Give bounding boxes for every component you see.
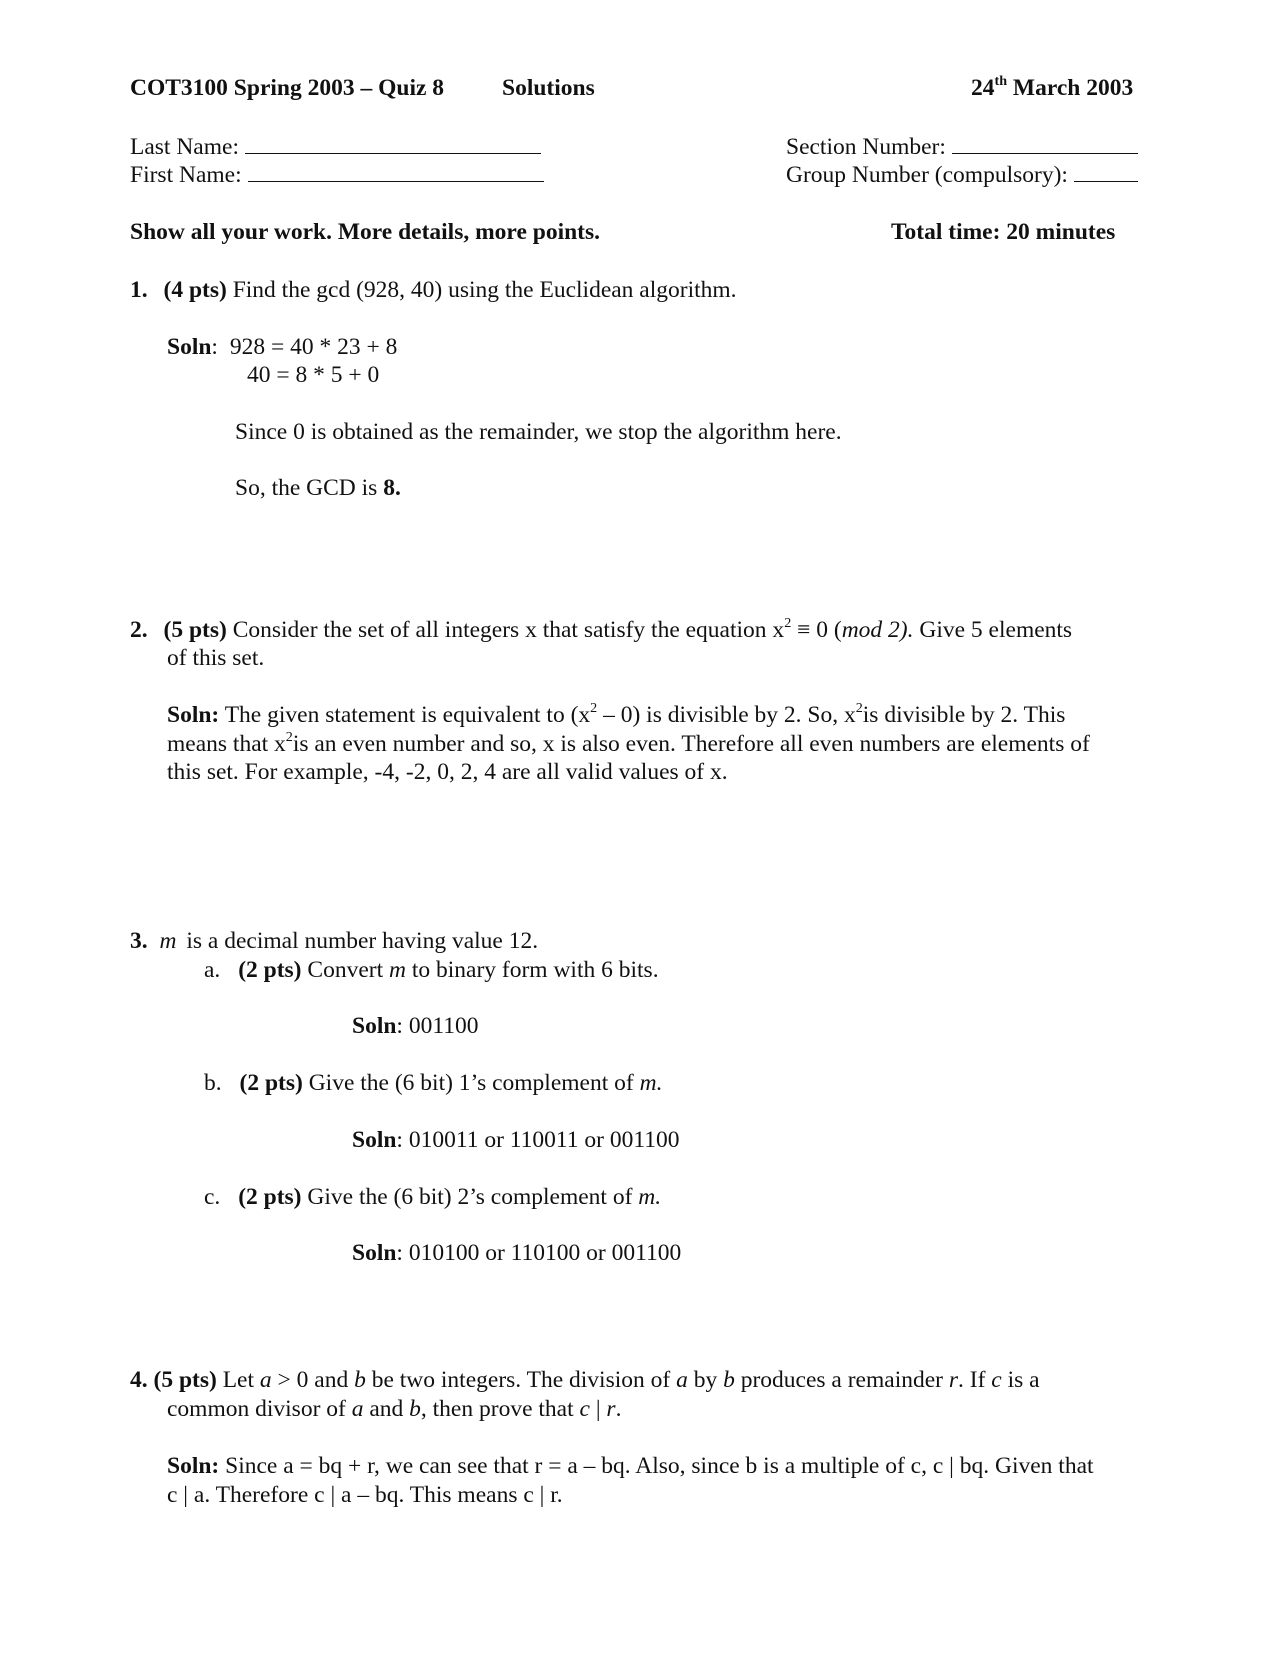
first-name-field: [130, 161, 544, 189]
q1-soln-colon: :: [211, 334, 218, 360]
q1-prompt: [130, 276, 737, 304]
q4-number-points: 4. (5 pts): [130, 1367, 217, 1393]
q2-points: (5 pts): [163, 617, 227, 643]
q3c-soln-value: : 010100 or 110100 or 001100: [396, 1240, 682, 1266]
group-number-label: Group Number (compulsory):: [786, 162, 1068, 188]
q4-var-c: c: [991, 1367, 1002, 1393]
q3c-label: c.: [204, 1184, 221, 1210]
q1-gcd-text: So, the GCD is: [235, 475, 378, 501]
q3b-text-pre: Give the (6 bit) 1’s complement of: [308, 1070, 634, 1096]
q4-soln-line2: c | a. Therefore c | a – bq. This means c | r.: [167, 1482, 563, 1508]
q3a-label: a.: [204, 957, 221, 983]
q4-line2-bar: |: [595, 1396, 601, 1422]
section-number-label: Section Number:: [786, 134, 946, 160]
q2-soln-e: is an even number and so, x is also even. Therefore all even numbers are elements of: [292, 731, 1090, 757]
section-number-blank[interactable]: [952, 152, 1138, 154]
q4-var-a2: a: [676, 1367, 688, 1393]
q2-soln-line3: this set. For example, -4, -2, 0, 2, 4 are all valid values of x.: [167, 759, 728, 785]
first-name-label: First Name:: [130, 162, 242, 188]
q4-soln-label: Soln:: [167, 1453, 220, 1479]
q1-points: (4 pts): [163, 277, 227, 303]
date-day: 24: [971, 75, 995, 101]
q3-text: is a decimal number having value 12.: [186, 928, 539, 954]
q4-soln-line1: [167, 1452, 1094, 1480]
last-name-field: [130, 133, 541, 161]
last-name-label: Last Name:: [130, 134, 239, 160]
q2-prompt-line2: of this set.: [167, 645, 265, 671]
q3b-soln-label: Soln: [352, 1127, 397, 1153]
q4-t4: by: [693, 1367, 718, 1393]
q2-soln-line1: [167, 701, 1065, 729]
q2-number: 2.: [130, 617, 148, 643]
q1-eq2: 40 = 8 * 5 + 0: [247, 362, 380, 388]
q3c-points: (2 pts): [238, 1184, 302, 1210]
q2-mod: mod 2).: [841, 617, 914, 643]
q3c-prompt: [204, 1183, 661, 1211]
q1-number: 1.: [130, 277, 148, 303]
q4-t7: is a: [1007, 1367, 1040, 1393]
q4-t2: > 0 and: [277, 1367, 349, 1393]
q4-line2-pre: common divisor of: [167, 1396, 346, 1422]
q3b-var: m.: [639, 1070, 663, 1096]
q3a-soln: [352, 1012, 478, 1040]
q4-t1: Let: [222, 1367, 255, 1393]
q3a-prompt: [204, 956, 659, 984]
q1-text: Find the gcd (928, 40) using the Euclidean algorithm.: [232, 277, 737, 303]
q2-text-a: Consider the set of all integers x that satisfy the equation x: [232, 617, 785, 643]
q3a-var: m: [388, 957, 406, 983]
q4-var-a: a: [259, 1367, 272, 1393]
q3-number: 3.: [130, 928, 148, 954]
q2-soln-b: – 0) is divisible by 2. So, x: [603, 702, 856, 728]
q3b-prompt: [204, 1069, 662, 1097]
date-rest: March 2003: [1012, 75, 1134, 101]
q2-soln-c: is divisible by 2. This: [862, 702, 1066, 728]
q3c-soln-label: Soln: [352, 1240, 397, 1266]
group-number-blank[interactable]: [1074, 180, 1138, 182]
q1-soln-line1: [167, 333, 397, 361]
q3a-points: (2 pts): [238, 957, 302, 983]
q2-text-c: Give 5 elements: [919, 617, 1073, 643]
q2-soln-a: The given statement is equivalent to (x: [224, 702, 591, 728]
q1-para2: [235, 474, 401, 502]
instructions: Show all your work. More details, more points.: [130, 219, 601, 245]
q4-line2-mid: , then prove that: [420, 1396, 574, 1422]
q2-soln-d: means that x: [167, 731, 286, 757]
q3a-text-post: to binary form with 6 bits.: [411, 957, 659, 983]
q4-prompt-line2: [167, 1395, 621, 1423]
last-name-blank[interactable]: [245, 152, 541, 154]
q3b-soln: [352, 1126, 680, 1154]
q4-var-b3: b: [409, 1396, 421, 1422]
q4-soln-text1: Since a = bq + r, we can see that r = a – bq. Also, since b is a multiple of c, c | bq. Given that: [225, 1453, 1094, 1479]
q3c-soln: [352, 1239, 681, 1267]
q3a-soln-value: : 001100: [396, 1013, 479, 1039]
q4-t3: be two integers. The division of: [371, 1367, 671, 1393]
q4-var-r: r: [948, 1367, 959, 1393]
q4-t5: produces a remainder: [740, 1367, 943, 1393]
total-time: Total time: 20 minutes: [891, 219, 1116, 245]
q3b-soln-value: : 010011 or 110011 or 001100: [396, 1127, 680, 1153]
q2-soln-line2: [167, 730, 1090, 758]
q4-var-r2: r: [606, 1396, 616, 1422]
q4-line2-end: .: [615, 1396, 622, 1422]
q3b-points: (2 pts): [239, 1070, 303, 1096]
q2-soln-sup1: 2: [590, 700, 598, 717]
q1-soln-label: Soln: [167, 334, 212, 360]
q3-var: m: [159, 928, 177, 954]
q3-prompt: [130, 927, 538, 955]
q3c-text-pre: Give the (6 bit) 2’s complement of: [307, 1184, 633, 1210]
q4-var-b: b: [354, 1367, 366, 1393]
q4-var-a3: a: [351, 1396, 364, 1422]
q1-eq1: 928 = 40 * 23 + 8: [229, 334, 398, 360]
q4-t6: . If: [958, 1367, 986, 1393]
quiz-date: [971, 74, 1133, 102]
q2-text-b: ≡ 0 (: [797, 617, 842, 643]
q2-prompt-line1: [130, 616, 1072, 644]
q4-var-b2: b: [723, 1367, 735, 1393]
q4-line2-and: and: [369, 1396, 404, 1422]
first-name-blank[interactable]: [248, 180, 544, 182]
q3a-soln-label: Soln: [352, 1013, 397, 1039]
q4-var-c2: c: [579, 1396, 590, 1422]
q2-soln-label: Soln:: [167, 702, 220, 728]
q3c-var: m.: [638, 1184, 662, 1210]
group-number-field: [786, 161, 1138, 189]
q4-prompt-line1: [130, 1366, 1040, 1394]
q2-soln-sup3: 2: [285, 729, 293, 746]
q3b-label: b.: [204, 1070, 222, 1096]
date-suffix: th: [994, 73, 1008, 90]
q3a-text-pre: Convert: [307, 957, 384, 983]
q2-soln-sup2: 2: [855, 700, 863, 717]
solutions-label: Solutions: [502, 75, 595, 101]
q1-para1: Since 0 is obtained as the remainder, we stop the algorithm here.: [235, 419, 842, 445]
q1-gcd-answer: 8.: [383, 475, 401, 501]
q2-sup: 2: [784, 615, 792, 632]
course-title: COT3100 Spring 2003 – Quiz 8: [130, 75, 445, 101]
section-number-field: [786, 133, 1138, 161]
